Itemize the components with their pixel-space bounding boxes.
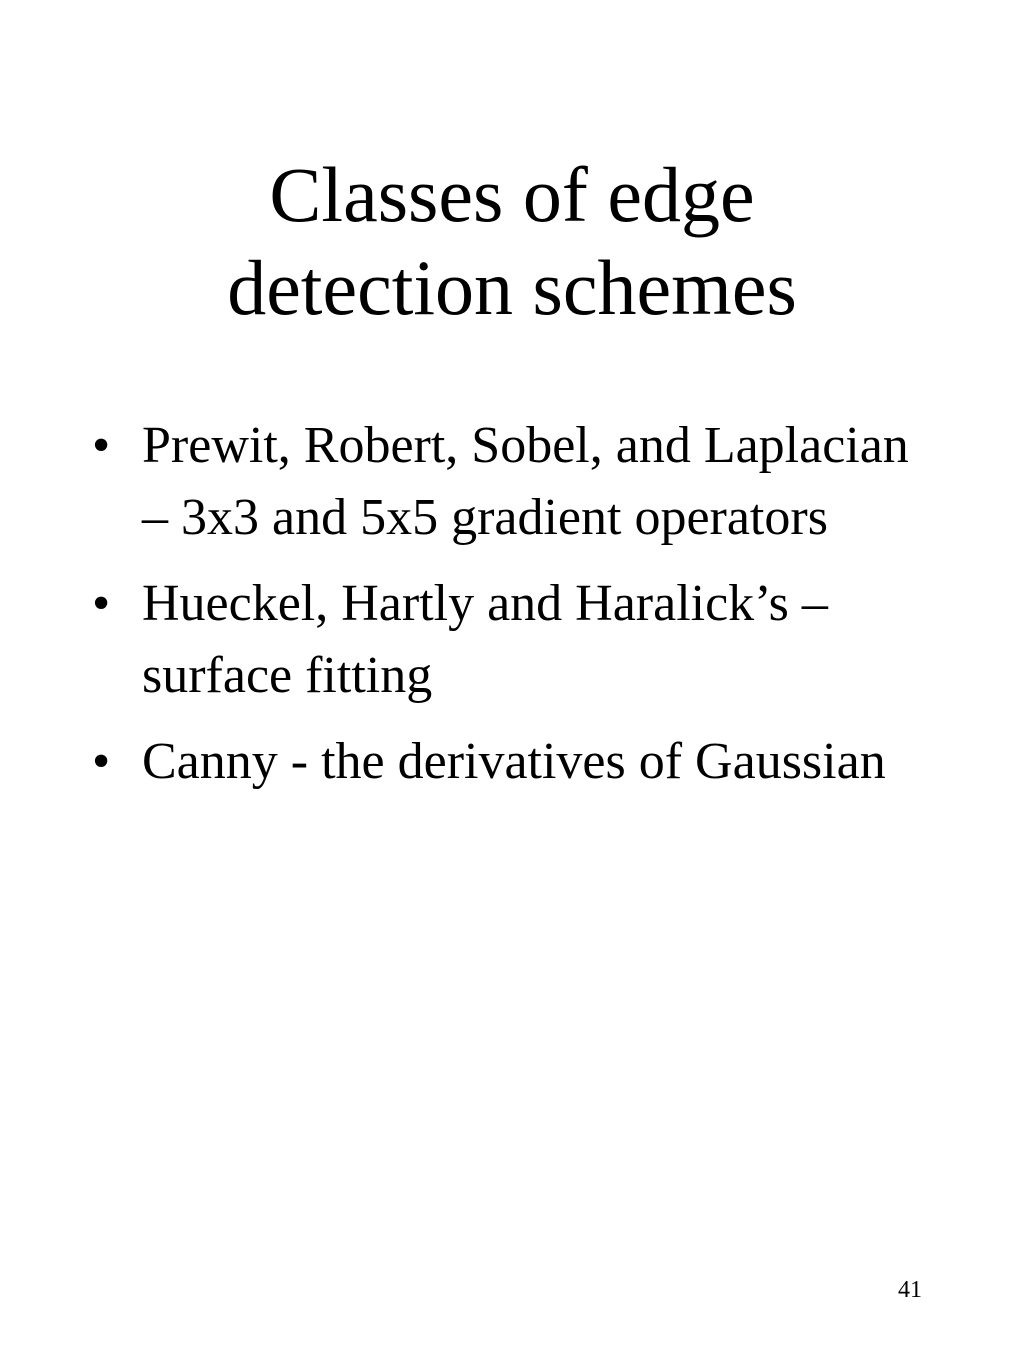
bullet-item-3 [92,726,932,798]
bullet-text-1: Prewit, Robert, Sobel, and Laplacian – 3x3 and 5x5 gradient operators [142,417,909,546]
bullet-marker: • [92,575,111,632]
bullet-item-1 [92,410,932,554]
page-number: 41 [898,1277,922,1303]
bullet-item-2 [92,568,932,712]
slide-title-line-2: detection schemes [227,244,797,331]
bullet-text-3: Canny - the derivatives of Gaussian [142,733,886,790]
bullet-text-2: Hueckel, Hartly and Haralick’s – surface fitting [142,575,828,704]
bullet-marker: • [92,733,111,790]
slide-title [0,148,1024,334]
bullet-marker: • [92,417,111,474]
bullet-list [92,410,932,812]
slide-title-line-1: Classes of edge [269,151,755,238]
